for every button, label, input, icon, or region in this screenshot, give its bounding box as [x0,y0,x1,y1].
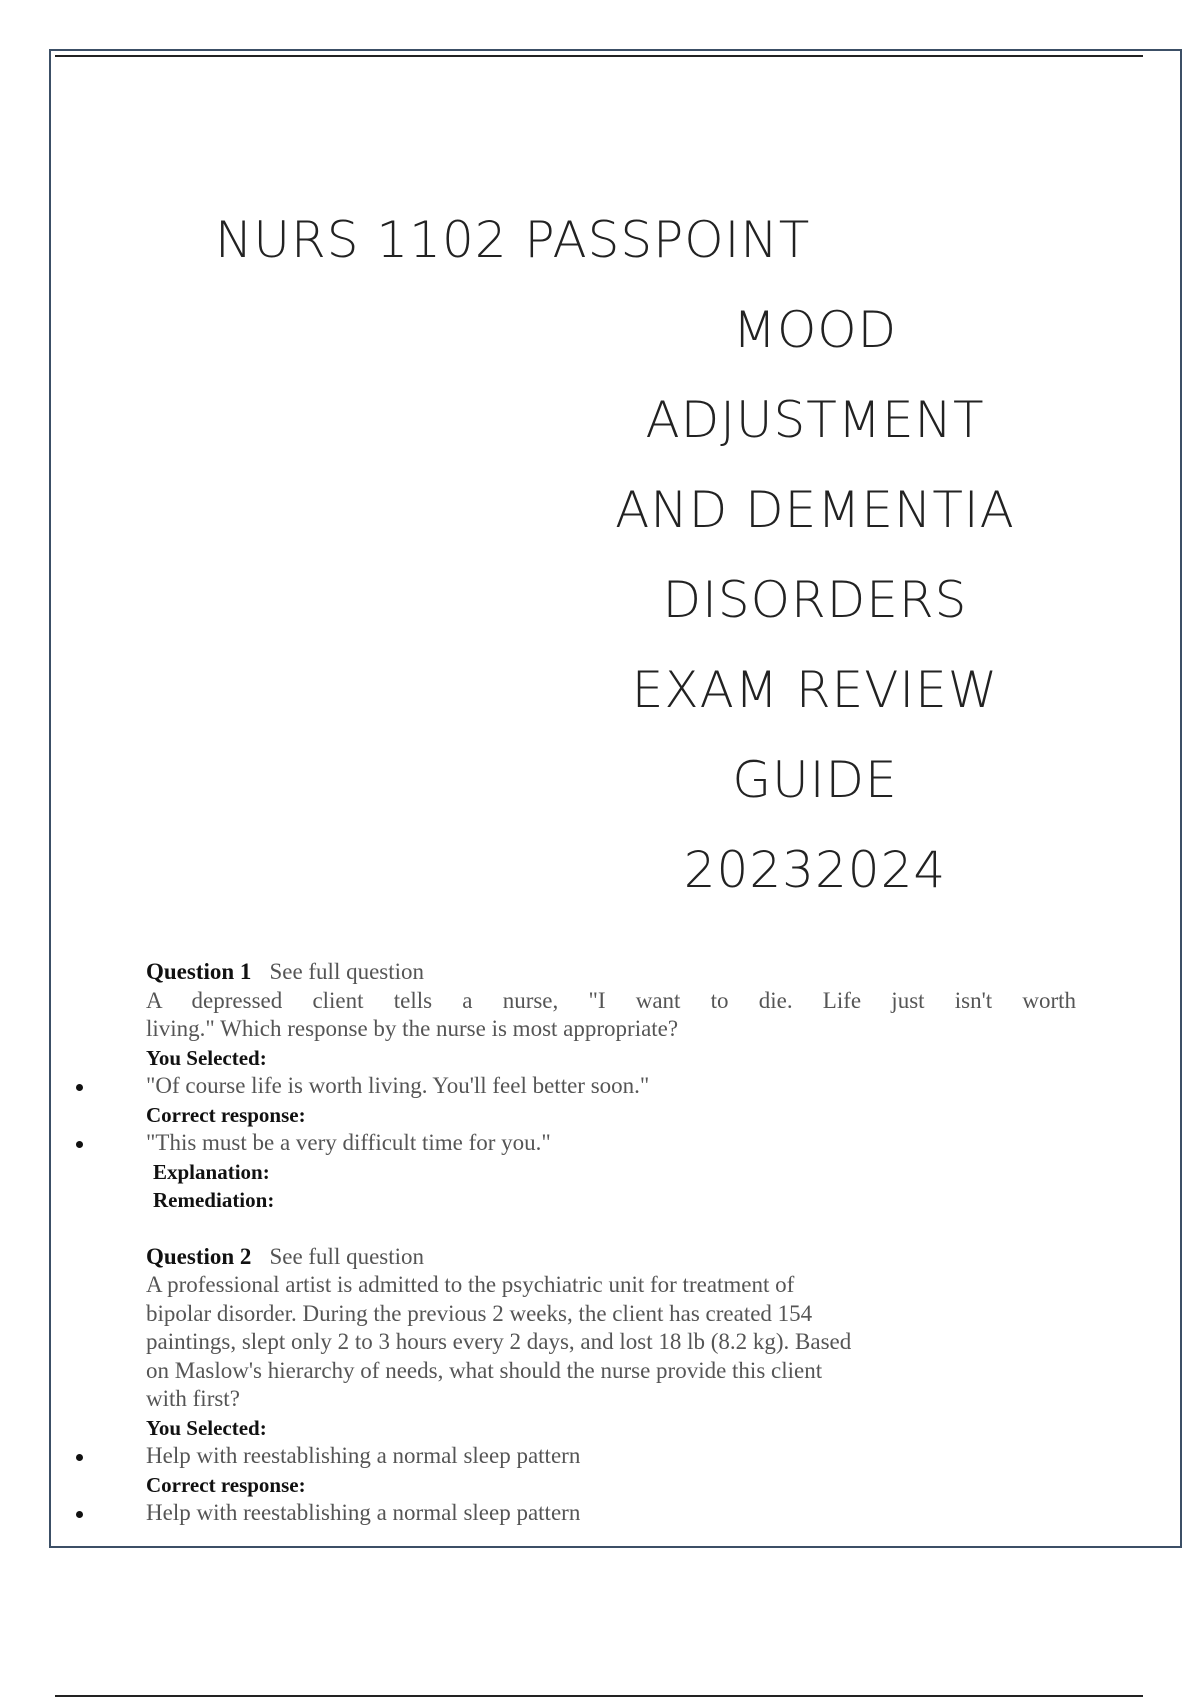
question-text: paintings, slept only 2 to 3 hours every 2 days, and lost 18 lb (8.2 kg). Based [146,1329,852,1354]
see-full-question-link[interactable]: See full question [269,959,425,984]
question-text: bipolar disorder. During the previous 2 weeks, the client has created 154 [146,1300,813,1326]
question-number: Question 2 [146,1243,252,1269]
title-line: GUIDE [732,751,898,809]
see-full-question-link[interactable]: See full question [269,1243,425,1269]
you-selected-label: You Selected: [146,1415,267,1440]
question-heading [146,958,1076,987]
title-line: 20232024 [683,841,947,899]
question-1 [146,958,1076,1215]
explanation-label: Explanation: [153,1159,270,1184]
question-text: A depressed client tells a nurse, "I want to die. Life just isn't worth [146,987,1076,1013]
document-title [215,195,1115,915]
you-selected-label: You Selected: [146,1045,267,1070]
question-text: with first? [146,1386,240,1411]
question-text: on Maslow's hierarchy of needs, what should the nurse provide this client [146,1357,823,1383]
title-line: AND DEMENTIA [615,481,1015,539]
title-line: MOOD [732,301,898,359]
title-line: ADJUSTMENT [645,391,985,449]
question-number: Question 1 [146,959,252,984]
question-heading [146,1243,1076,1272]
question-text: A professional artist is admitted to the psychiatric unit for treatment of [146,1272,795,1297]
selected-answer: "Of course life is worth living. You'll feel better soon." [146,1072,1076,1101]
selected-answer: Help with reestablishing a normal sleep pattern [146,1442,1076,1471]
title-line: NURS 1102 PASSPOINT [215,211,811,269]
question-2 [146,1243,1076,1528]
question-text: living." Which response by the nurse is most appropriate? [146,1016,679,1041]
remediation-label: Remediation: [153,1188,275,1212]
correct-response-label: Correct response: [146,1102,306,1127]
correct-answer: "This must be a very difficult time for you." [146,1129,1076,1158]
title-line: EXAM REVIEW [631,661,999,719]
bottom-rule [55,1695,1143,1697]
correct-answer: Help with reestablishing a normal sleep pattern [146,1499,1076,1528]
title-line: DISORDERS [662,571,968,629]
correct-response-label: Correct response: [146,1472,306,1497]
questions-content [146,958,1076,1528]
